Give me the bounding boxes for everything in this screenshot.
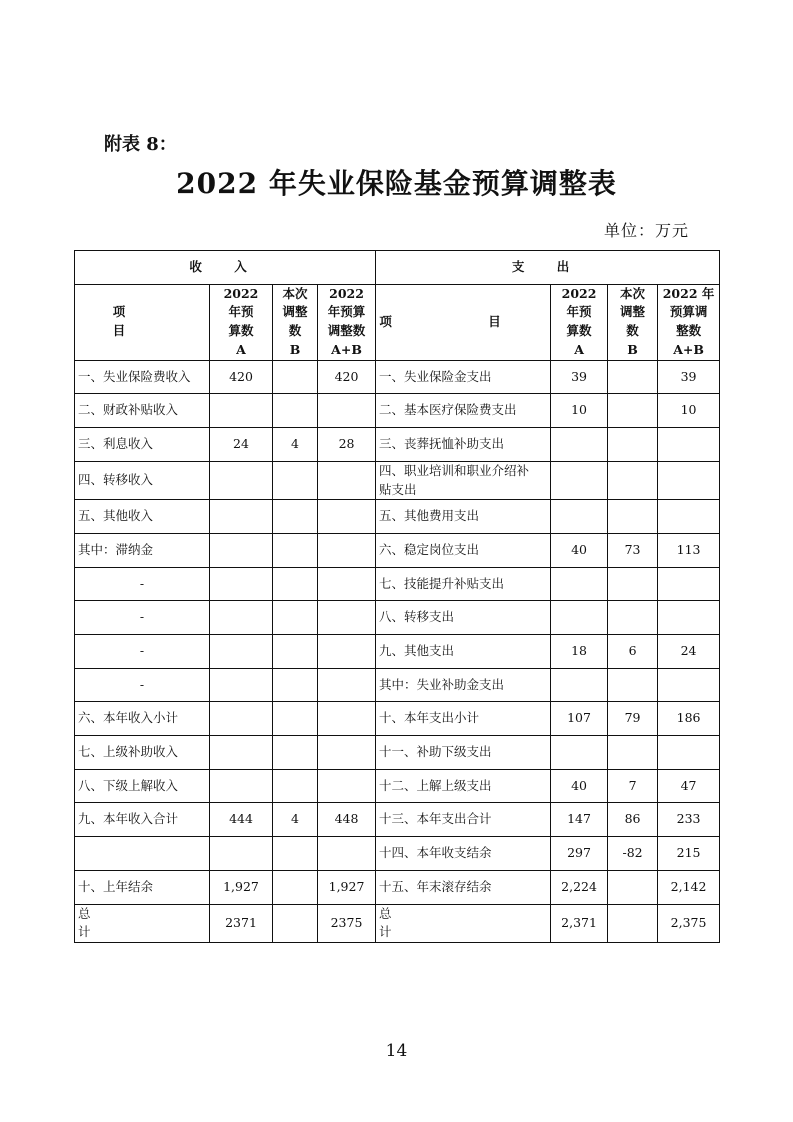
- expense-item-cell: 七、技能提升补贴支出: [376, 567, 551, 601]
- table-row: [75, 394, 720, 428]
- expense-adjust-cell: [608, 461, 658, 500]
- expense-item-cell: 八、转移支出: [376, 601, 551, 635]
- appendix-label: 附表 8：: [104, 134, 177, 155]
- income-adjusted-header: 2022 年预算 调整数 A+B: [318, 284, 376, 360]
- income-adjust-cell: [273, 601, 318, 635]
- expense-adjust-cell: [608, 500, 658, 534]
- income-adjusted-cell: [318, 567, 376, 601]
- table-row: [75, 837, 720, 871]
- income-adjusted-cell: [318, 601, 376, 635]
- expense-item-cell: 三、丧葬抚恤补助支出: [376, 428, 551, 462]
- expense-budget-cell: 2,224: [551, 870, 608, 904]
- expense-adjust-cell: [608, 668, 658, 702]
- expense-budget-cell: 18: [551, 635, 608, 669]
- income-item-cell: -: [75, 601, 210, 635]
- expense-adjusted-cell: 39: [658, 360, 720, 394]
- income-budget-cell: [210, 702, 273, 736]
- income-item-cell: -: [75, 635, 210, 669]
- table-row: [75, 567, 720, 601]
- income-adjust-cell: [273, 904, 318, 943]
- table-row: [75, 533, 720, 567]
- expense-budget-cell: 297: [551, 837, 608, 871]
- income-adjust-cell: [273, 668, 318, 702]
- table-row: [75, 461, 720, 500]
- income-budget-cell: [210, 837, 273, 871]
- expense-adjusted-cell: [658, 428, 720, 462]
- expense-adjust-cell: [608, 736, 658, 770]
- table-body: [75, 360, 720, 942]
- income-adjusted-cell: 448: [318, 803, 376, 837]
- expense-section-header: 支 出: [376, 251, 720, 285]
- income-adjust-cell: 4: [273, 428, 318, 462]
- income-item-cell: 四、转移收入: [75, 461, 210, 500]
- income-budget-cell: [210, 500, 273, 534]
- expense-adjust-cell: 6: [608, 635, 658, 669]
- income-adjust-cell: [273, 360, 318, 394]
- income-adjust-cell: [273, 736, 318, 770]
- expense-adjust-header: 本次 调整 数 B: [608, 284, 658, 360]
- page-title: 2022 年失业保险基金预算调整表: [176, 167, 617, 200]
- table-row: [75, 736, 720, 770]
- expense-budget-cell: [551, 567, 608, 601]
- income-budget-cell: 2371: [210, 904, 273, 943]
- table-row: [75, 870, 720, 904]
- income-item-cell: [75, 837, 210, 871]
- expense-adjusted-header: 2022 年 预算调 整数 A+B: [658, 284, 720, 360]
- income-item-cell: 八、下级上解收入: [75, 769, 210, 803]
- income-item-header: 项 目: [75, 284, 210, 360]
- table-row: [75, 803, 720, 837]
- expense-adjust-cell: 79: [608, 702, 658, 736]
- expense-adjusted-cell: [658, 461, 720, 500]
- expense-budget-cell: [551, 736, 608, 770]
- expense-budget-cell: 2,371: [551, 904, 608, 943]
- income-adjusted-cell: 2375: [318, 904, 376, 943]
- expense-budget-cell: 10: [551, 394, 608, 428]
- expense-item-cell: 十二、上解上级支出: [376, 769, 551, 803]
- table-row: [75, 601, 720, 635]
- expense-item-header: 项 目: [376, 284, 551, 360]
- expense-adjusted-cell: [658, 736, 720, 770]
- income-adjust-cell: [273, 394, 318, 428]
- expense-adjust-cell: 7: [608, 769, 658, 803]
- expense-item-cell: 十四、本年收支结余: [376, 837, 551, 871]
- expense-adjust-cell: [608, 601, 658, 635]
- table-row: [75, 635, 720, 669]
- expense-item-cell: 十一、补助下级支出: [376, 736, 551, 770]
- table-row: [75, 668, 720, 702]
- income-adjust-cell: [273, 870, 318, 904]
- income-budget-cell: [210, 567, 273, 601]
- expense-budget-cell: 39: [551, 360, 608, 394]
- income-adjusted-cell: [318, 461, 376, 500]
- income-item-cell: -: [75, 668, 210, 702]
- income-adjust-cell: [273, 533, 318, 567]
- table-row: [75, 500, 720, 534]
- income-budget-cell: [210, 769, 273, 803]
- income-item-cell: -: [75, 567, 210, 601]
- table-row: [75, 360, 720, 394]
- expense-budget-cell: 147: [551, 803, 608, 837]
- expense-budget-cell: [551, 461, 608, 500]
- income-adjusted-cell: [318, 668, 376, 702]
- income-adjust-cell: 4: [273, 803, 318, 837]
- income-adjust-cell: [273, 461, 318, 500]
- income-adjust-cell: [273, 769, 318, 803]
- expense-item-cell: 一、失业保险金支出: [376, 360, 551, 394]
- expense-adjust-cell: [608, 394, 658, 428]
- income-budget-cell: [210, 601, 273, 635]
- expense-budget-cell: [551, 601, 608, 635]
- income-adjusted-cell: [318, 769, 376, 803]
- income-budget-cell: [210, 461, 273, 500]
- expense-budget-cell: 40: [551, 533, 608, 567]
- income-budget-cell: [210, 635, 273, 669]
- expense-budget-cell: 40: [551, 769, 608, 803]
- section-header-row: [75, 251, 720, 285]
- expense-adjusted-cell: 2,375: [658, 904, 720, 943]
- expense-item-cell: 十三、本年支出合计: [376, 803, 551, 837]
- income-item-cell: 九、本年收入合计: [75, 803, 210, 837]
- expense-item-cell: 二、基本医疗保险费支出: [376, 394, 551, 428]
- expense-adjust-cell: [608, 567, 658, 601]
- expense-adjust-cell: 86: [608, 803, 658, 837]
- income-adjusted-cell: [318, 702, 376, 736]
- table-row: [75, 904, 720, 943]
- income-adjusted-cell: [318, 837, 376, 871]
- income-adjusted-cell: [318, 736, 376, 770]
- income-budget-header: 2022 年预 算数 A: [210, 284, 273, 360]
- income-item-cell: 总 计: [75, 904, 210, 943]
- expense-budget-cell: [551, 668, 608, 702]
- expense-adjusted-cell: 186: [658, 702, 720, 736]
- income-adjusted-cell: 420: [318, 360, 376, 394]
- unit-label: 单位：万元: [603, 221, 689, 240]
- expense-item-cell: 九、其他支出: [376, 635, 551, 669]
- expense-budget-cell: 107: [551, 702, 608, 736]
- expense-adjusted-cell: 2,142: [658, 870, 720, 904]
- income-item-cell: 六、本年收入小计: [75, 702, 210, 736]
- expense-adjusted-cell: [658, 567, 720, 601]
- expense-adjusted-cell: [658, 668, 720, 702]
- expense-budget-cell: [551, 500, 608, 534]
- income-item-cell: 十、上年结余: [75, 870, 210, 904]
- income-budget-cell: [210, 394, 273, 428]
- income-adjust-cell: [273, 635, 318, 669]
- table-row: [75, 769, 720, 803]
- table-row: [75, 428, 720, 462]
- income-budget-cell: 444: [210, 803, 273, 837]
- expense-adjusted-cell: 24: [658, 635, 720, 669]
- expense-adjusted-cell: 10: [658, 394, 720, 428]
- expense-adjust-cell: [608, 870, 658, 904]
- expense-adjust-cell: [608, 904, 658, 943]
- income-item-cell: 其中：滞纳金: [75, 533, 210, 567]
- page-number: 14: [385, 1041, 408, 1061]
- expense-item-cell: 总 计: [376, 904, 551, 943]
- income-item-cell: 五、其他收入: [75, 500, 210, 534]
- expense-item-cell: 十五、年末滚存结余: [376, 870, 551, 904]
- income-adjusted-cell: 28: [318, 428, 376, 462]
- income-budget-cell: [210, 533, 273, 567]
- expense-item-cell: 十、本年支出小计: [376, 702, 551, 736]
- expense-adjusted-cell: 47: [658, 769, 720, 803]
- expense-adjusted-cell: 233: [658, 803, 720, 837]
- expense-adjusted-cell: 215: [658, 837, 720, 871]
- expense-adjust-cell: 73: [608, 533, 658, 567]
- income-adjust-cell: [273, 500, 318, 534]
- income-budget-cell: [210, 668, 273, 702]
- income-adjust-cell: [273, 567, 318, 601]
- income-adjust-cell: [273, 837, 318, 871]
- income-item-cell: 七、上级补助收入: [75, 736, 210, 770]
- income-item-cell: 三、利息收入: [75, 428, 210, 462]
- income-adjusted-cell: 1,927: [318, 870, 376, 904]
- expense-item-cell: 六、稳定岗位支出: [376, 533, 551, 567]
- income-item-cell: 二、财政补贴收入: [75, 394, 210, 428]
- income-budget-cell: 420: [210, 360, 273, 394]
- expense-budget-cell: [551, 428, 608, 462]
- expense-adjusted-cell: [658, 500, 720, 534]
- income-budget-cell: 1,927: [210, 870, 273, 904]
- income-section-header: 收 入: [75, 251, 376, 285]
- income-item-cell: 一、失业保险费收入: [75, 360, 210, 394]
- column-header-row: [75, 284, 720, 360]
- income-budget-cell: [210, 736, 273, 770]
- expense-adjust-cell: [608, 428, 658, 462]
- income-adjusted-cell: [318, 635, 376, 669]
- budget-adjustment-table: [74, 250, 720, 943]
- expense-budget-header: 2022 年预 算数 A: [551, 284, 608, 360]
- table-row: [75, 702, 720, 736]
- income-adjusted-cell: [318, 500, 376, 534]
- expense-item-cell: 五、其他费用支出: [376, 500, 551, 534]
- income-budget-cell: 24: [210, 428, 273, 462]
- income-adjust-header: 本次 调整 数 B: [273, 284, 318, 360]
- income-adjust-cell: [273, 702, 318, 736]
- expense-adjust-cell: [608, 360, 658, 394]
- expense-adjusted-cell: [658, 601, 720, 635]
- expense-item-cell: 四、职业培训和职业介绍补 贴支出: [376, 461, 551, 500]
- income-adjusted-cell: [318, 533, 376, 567]
- income-adjusted-cell: [318, 394, 376, 428]
- expense-adjust-cell: -82: [608, 837, 658, 871]
- expense-item-cell: 其中：失业补助金支出: [376, 668, 551, 702]
- expense-adjusted-cell: 113: [658, 533, 720, 567]
